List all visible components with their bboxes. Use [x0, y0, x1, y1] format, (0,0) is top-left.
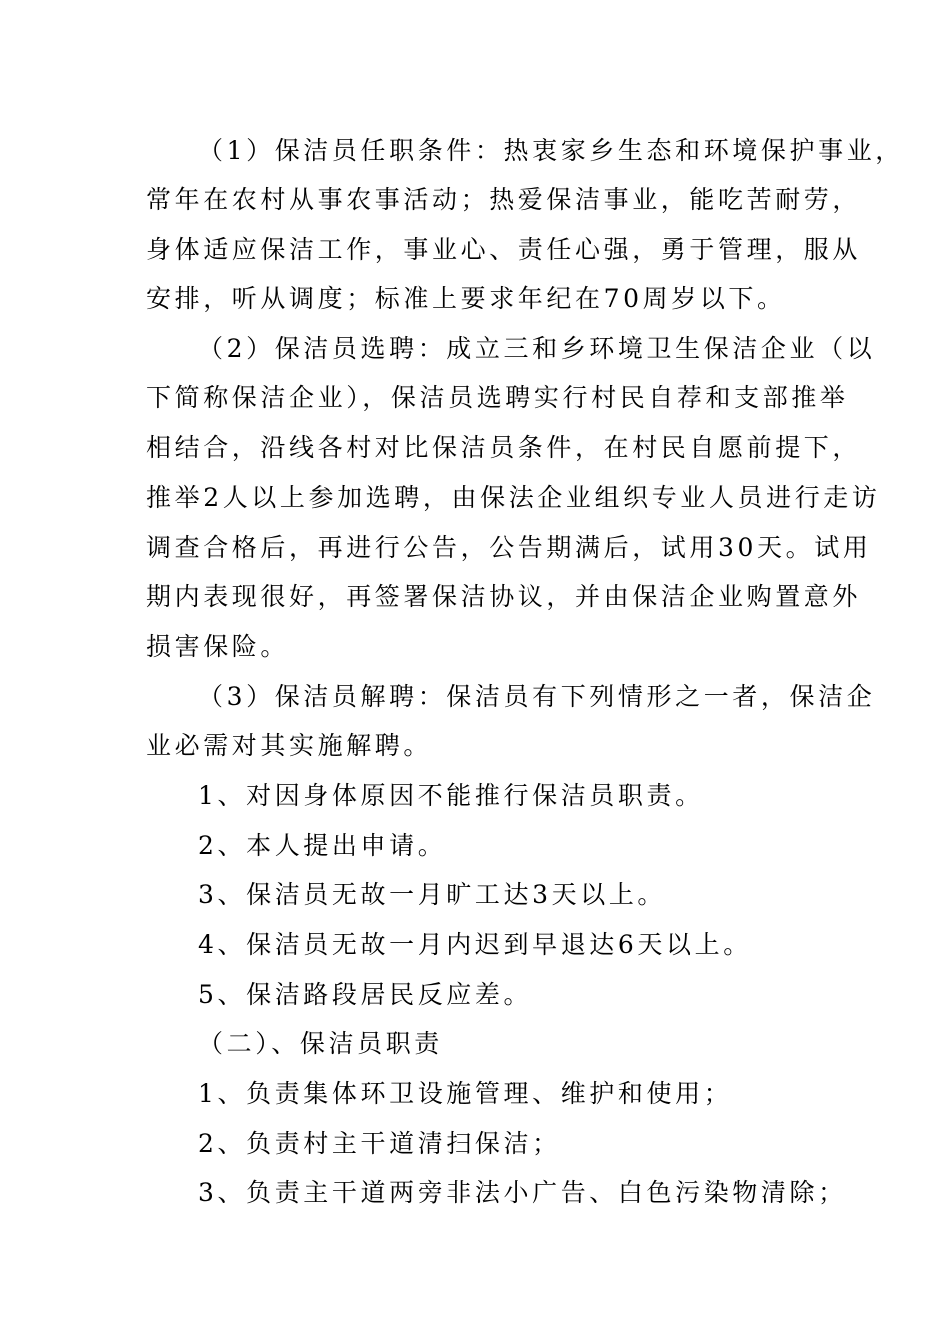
duty-item-3: 3、负责主干道两旁非法小广告、白色污染物清除；: [198, 1178, 847, 1207]
duty-item-1: 1、负责集体环卫设施管理、维护和使用；: [198, 1079, 733, 1108]
paragraph-2-line-4: 推举2人以上参加选聘，由保法企业组织专业人员进行走访: [146, 483, 881, 512]
paragraph-1-line-3: 身体适应保洁工作，事业心、责任心强，勇于管理，服从: [146, 235, 862, 264]
paragraph-2-line-6: 期内表现很好，再签署保洁协议，并由保洁企业购置意外: [146, 582, 862, 611]
paragraph-1-line-2: 常年在农村从事农事活动；热爱保洁事业，能吃苦耐劳，: [146, 185, 862, 214]
dismissal-item-3: 3、保洁员无故一月旷工达3天以上。: [198, 880, 667, 909]
paragraph-1-line-1: （1）保洁员任职条件：热衷家乡生态和环境保护事业，: [198, 136, 904, 165]
dismissal-item-1: 1、对因身体原因不能推行保洁员职责。: [198, 781, 704, 810]
section-heading-duties: （二）、保洁员职责: [198, 1029, 443, 1058]
paragraph-3-line-2: 业必需对其实施解聘。: [146, 731, 433, 760]
paragraph-2-line-7: 损害保险。: [146, 632, 290, 661]
paragraph-2-line-1: （2）保洁员选聘：成立三和乡环境卫生保洁企业（以: [198, 334, 876, 363]
dismissal-item-2: 2、本人提出申请。: [198, 831, 447, 860]
paragraph-1-line-4: 安排，听从调度；标准上要求年纪在70周岁以下。: [146, 284, 786, 313]
duty-item-2: 2、负责村主干道清扫保洁；: [198, 1129, 561, 1158]
paragraph-2-line-3: 相结合，沿线各村对比保洁员条件，在村民自愿前提下，: [146, 433, 862, 462]
dismissal-item-5: 5、保洁路段居民反应差。: [198, 980, 533, 1009]
paragraph-2-line-5: 调查合格后，再进行公告，公告期满后，试用30天。试用: [146, 533, 872, 562]
paragraph-3-line-1: （3）保洁员解聘：保洁员有下列情形之一者，保洁企: [198, 682, 876, 711]
dismissal-item-4: 4、保洁员无故一月内迟到早退达6天以上。: [198, 930, 752, 959]
paragraph-2-line-2: 下简称保洁企业），保洁员选聘实行村民自荐和支部推举: [146, 383, 849, 412]
